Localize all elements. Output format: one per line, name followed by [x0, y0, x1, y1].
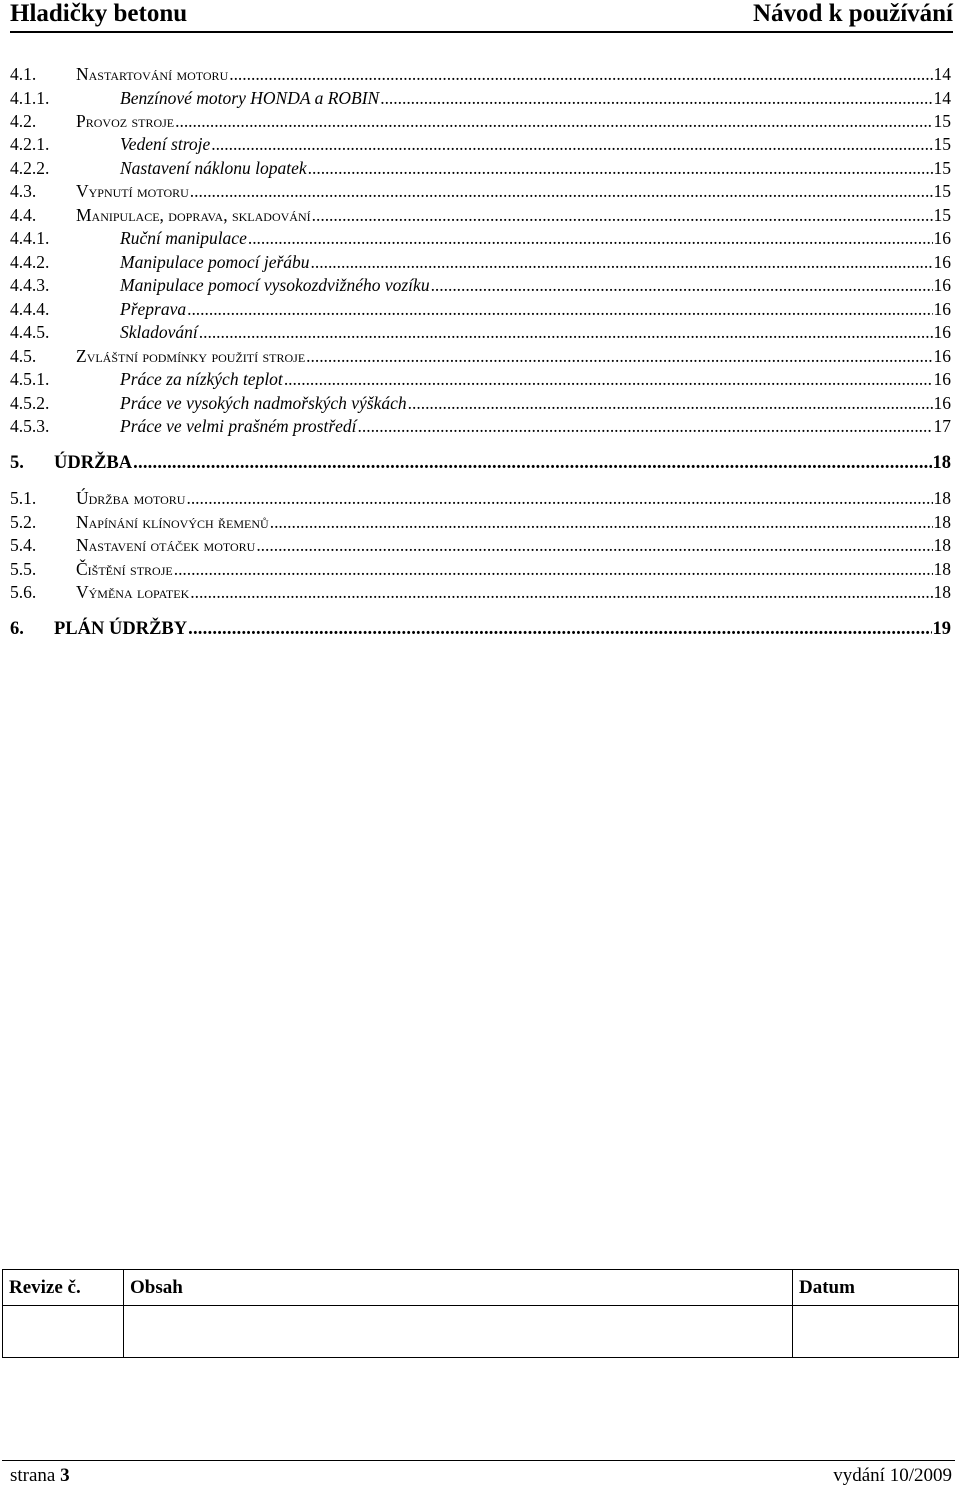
- toc-entry[interactable]: [10, 250, 951, 274]
- toc-entry[interactable]: [10, 62, 951, 86]
- toc-leader-dots: [408, 391, 933, 415]
- toc-leader-dots: [175, 109, 932, 133]
- toc-leader-dots: [312, 203, 933, 227]
- toc-entry[interactable]: [10, 226, 951, 250]
- toc-entry[interactable]: [10, 344, 951, 368]
- toc-entry-title: Provoz stroje: [76, 111, 175, 131]
- page-footer: [10, 1464, 952, 1488]
- toc-entry-number: 4.4.3.: [10, 275, 50, 295]
- toc-entry-title: Zvláštní podmínky použití stroje: [76, 346, 306, 366]
- toc-entry-title: Údržba motoru: [76, 488, 186, 508]
- page-label: strana: [10, 1465, 56, 1486]
- toc-entry[interactable]: [10, 273, 951, 297]
- toc-entry[interactable]: [10, 86, 951, 110]
- revision-cell: [3, 1306, 124, 1358]
- date-column-header: Datum: [793, 1270, 959, 1306]
- toc-entry-title: Manipulace, doprava, skladování: [76, 205, 311, 225]
- toc-leader-dots: [190, 179, 933, 203]
- toc-entry-page: 18: [933, 559, 951, 579]
- toc-entry-page: 16: [933, 393, 951, 413]
- toc-entry-title: Nastavení náklonu lopatek: [120, 158, 307, 178]
- toc-leader-dots: [211, 132, 932, 156]
- toc-entry-page: 18: [933, 535, 951, 555]
- toc-entry-number: 4.5.3.: [10, 416, 50, 436]
- toc-entry[interactable]: [10, 510, 951, 534]
- content-column-header: Obsah: [124, 1270, 793, 1306]
- revision-table: [2, 1269, 959, 1358]
- toc-entry-number: 4.3.: [10, 181, 37, 201]
- document-type: Návod k používání: [752, 0, 953, 27]
- toc-entry-number: 4.5.: [10, 346, 37, 366]
- toc-leader-dots: [199, 320, 933, 344]
- toc-entry-title: PLÁN ÚDRŽBY: [54, 619, 188, 639]
- toc-entry[interactable]: [10, 179, 951, 203]
- toc-leader-dots: [248, 226, 933, 250]
- toc-entry-page: 16: [933, 346, 951, 366]
- toc-leader-dots: [306, 344, 932, 368]
- toc-leader-dots: [229, 62, 932, 86]
- toc-entry-title: Nastavení otáček motoru: [76, 535, 256, 555]
- toc-entry-title: Přeprava: [120, 299, 187, 319]
- toc-entry-number: 4.5.2.: [10, 393, 50, 413]
- toc-entry[interactable]: [10, 486, 951, 510]
- toc-leader-dots: [311, 250, 933, 274]
- toc-leader-dots: [284, 367, 933, 391]
- toc-entry-number: 5.2.: [10, 512, 37, 532]
- toc-entry-title: Manipulace pomocí jeřábu: [120, 252, 310, 272]
- edition-label: vydání 10/2009: [833, 1465, 952, 1486]
- toc-entry-number: 6.: [10, 619, 24, 639]
- toc-entry[interactable]: [10, 414, 951, 438]
- toc-entry-number: 4.1.: [10, 64, 37, 84]
- toc-entry-number: 4.2.2.: [10, 158, 50, 178]
- toc-entry-number: 5.1.: [10, 488, 37, 508]
- toc-entry-page: 15: [933, 181, 951, 201]
- page-indicator: [10, 1464, 70, 1488]
- toc-entry-number: 4.4.: [10, 205, 37, 225]
- toc-entry-title: Manipulace pomocí vysokozdvižného vozíku: [120, 275, 430, 295]
- toc-entry[interactable]: [10, 320, 951, 344]
- toc-entry-page: 16: [933, 322, 951, 342]
- toc-entry[interactable]: [10, 533, 951, 557]
- toc-entry[interactable]: [10, 580, 951, 604]
- toc-leader-dots: [187, 297, 932, 321]
- toc-entry-page: 18: [933, 582, 951, 602]
- toc-entry-title: Napínání klínových řemenů: [76, 512, 269, 532]
- toc-entry-number: 4.1.1.: [10, 88, 50, 108]
- toc-entry[interactable]: [10, 156, 951, 180]
- toc-entry-page: 15: [933, 205, 951, 225]
- toc-entry[interactable]: [10, 297, 951, 321]
- content-cell: [124, 1306, 793, 1358]
- toc-leader-dots: [358, 414, 933, 438]
- toc-entry-title: Ruční manipulace: [120, 228, 247, 248]
- toc-entry-number: 4.4.2.: [10, 252, 50, 272]
- toc-entry-page: 16: [933, 275, 951, 295]
- footer-divider: [2, 1460, 955, 1461]
- toc-entry-number: 5.6.: [10, 582, 37, 602]
- toc-entry-page: 18: [932, 453, 951, 473]
- document-title: Hladičky betonu: [10, 0, 188, 27]
- toc-leader-dots: [190, 580, 932, 604]
- toc-entry-page: 16: [933, 252, 951, 272]
- toc-entry-page: 16: [933, 369, 951, 389]
- toc-entry-title: ÚDRŽBA: [54, 453, 133, 473]
- toc-entry-title: Vedení stroje: [120, 134, 211, 154]
- toc-entry-number: 5.4.: [10, 535, 37, 555]
- toc-entry[interactable]: [10, 132, 951, 156]
- toc-entry-page: 16: [933, 299, 951, 319]
- page-number: 3: [60, 1465, 70, 1486]
- toc-entry-number: 5.: [10, 453, 24, 473]
- toc-entry[interactable]: [10, 451, 951, 475]
- toc-entry[interactable]: [10, 391, 951, 415]
- toc-entry-number: 4.2.: [10, 111, 37, 131]
- toc-entry-title: Skladování: [120, 322, 198, 342]
- toc-leader-dots: [431, 273, 933, 297]
- toc-entry[interactable]: [10, 203, 951, 227]
- toc-entry-page: 19: [932, 619, 951, 639]
- toc-entry-page: 18: [933, 488, 951, 508]
- toc-entry-page: 18: [933, 512, 951, 532]
- date-cell: [793, 1306, 959, 1358]
- toc-entry-title: Práce za nízkých teplot: [120, 369, 283, 389]
- toc-entry-title: Výměna lopatek: [76, 582, 190, 602]
- toc-entry[interactable]: [10, 557, 951, 581]
- toc-entry-page: 15: [933, 111, 951, 131]
- toc-leader-dots: [270, 510, 933, 534]
- toc-entry[interactable]: [10, 367, 951, 391]
- toc-entry-title: Vypnutí motoru: [76, 181, 189, 201]
- toc-leader-dots: [174, 557, 933, 581]
- toc-entry-number: 4.4.5.: [10, 322, 50, 342]
- toc-entry-page: 14: [933, 88, 951, 108]
- revision-column-header: Revize č.: [3, 1270, 124, 1306]
- toc-entry-page: 15: [933, 134, 951, 154]
- toc-entry-number: 5.5.: [10, 559, 37, 579]
- toc-entry-number: 4.4.4.: [10, 299, 50, 319]
- toc-entry-number: 4.2.1.: [10, 134, 50, 154]
- toc-entry-title: Čištění stroje: [76, 559, 173, 579]
- toc-entry-title: Práce ve vysokých nadmořských výškách: [120, 393, 407, 413]
- toc-entry-title: Nastartování motoru: [76, 64, 229, 84]
- toc-leader-dots: [380, 86, 932, 110]
- toc-leader-dots: [188, 617, 931, 641]
- toc-entry-number: 4.4.1.: [10, 228, 50, 248]
- toc-entry[interactable]: [10, 617, 951, 641]
- toc-entry-page: 16: [933, 228, 951, 248]
- header-divider: [10, 31, 953, 33]
- toc-entry-title: Benzínové motory HONDA a ROBIN: [120, 88, 380, 108]
- toc-leader-dots: [186, 486, 932, 510]
- toc-leader-dots: [256, 533, 932, 557]
- toc-entry-number: 4.5.1.: [10, 369, 50, 389]
- toc-entry-title: Práce ve velmi prašném prostředí: [120, 416, 357, 436]
- page-header: [10, 0, 953, 32]
- toc-leader-dots: [308, 156, 933, 180]
- toc-entry[interactable]: [10, 109, 951, 133]
- toc-leader-dots: [133, 451, 931, 475]
- toc-entry-page: 14: [933, 64, 951, 84]
- toc-entry-page: 17: [933, 416, 951, 436]
- toc-entry-page: 15: [933, 158, 951, 178]
